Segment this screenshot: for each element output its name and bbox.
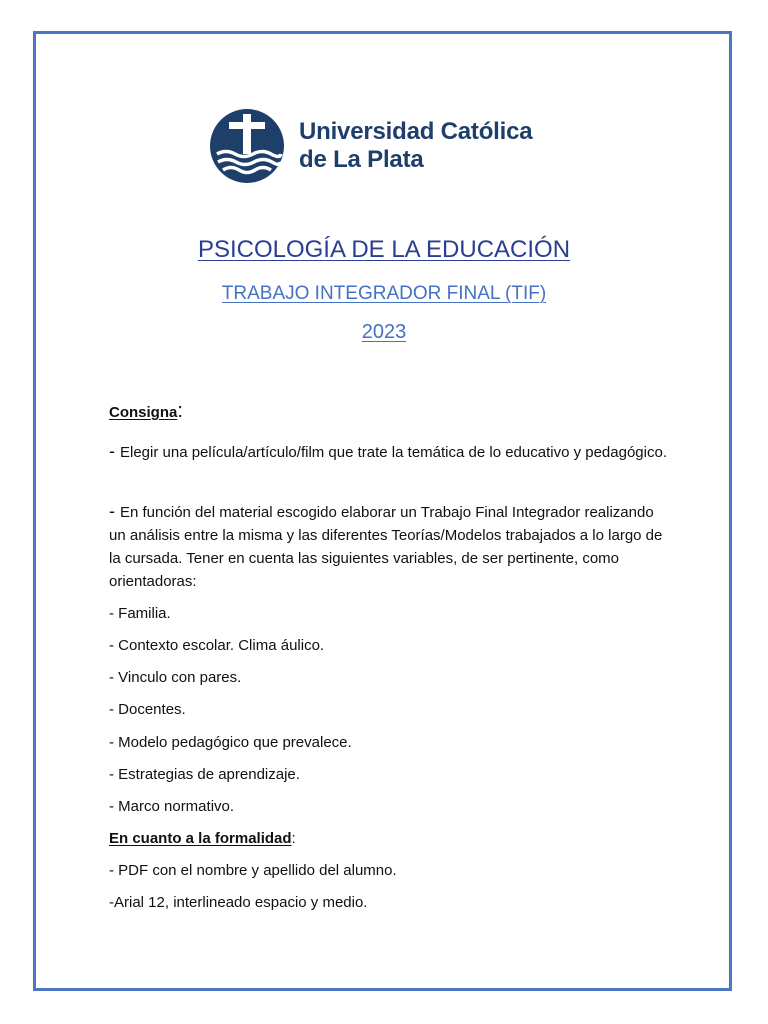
consigna-item-2-text: En función del material escogido elaborar un Trabajo Final Integrador realizando un análisis entre la misma y las diferentes Teorías/Modelos trabajados a lo largo de la cursada. Tener en cuenta las siguientes variables, de ser pertinente, como orientadoras: [109, 504, 663, 590]
variable-item: - Modelo pedagógico que prevalece. [109, 734, 352, 751]
logo-wordmark [299, 118, 532, 174]
consigna-heading-line [109, 400, 669, 424]
variable-item: - Contexto escolar. Clima áulico. [109, 637, 325, 654]
course-title: PSICOLOGÍA DE LA EDUCACIÓN [197, 236, 571, 263]
consigna-colon: : [177, 400, 183, 422]
consigna-item-1-text: Elegir una película/artículo/film que trate la temática de lo educativo y pedagógico. [120, 444, 667, 461]
variable-item: - Familia. [109, 605, 171, 622]
formalidad-heading: En cuanto a la formalidad [109, 830, 292, 847]
consigna-item-1: - Elegir una película/artículo/film que trate la temática de lo educativo y pedagógico. [109, 441, 667, 461]
consigna-item-2: - En función del material escogido elaborar un Trabajo Final Integrador realizando un análisis entre la misma y las diferentes Teorías/Modelos trabajados a lo largo de la cursada. Tener en cuenta las siguientes variables, de ser pertinente, como orientadoras: [109, 501, 663, 590]
variable-item: - Vinculo con pares. [109, 669, 242, 686]
variable-item: - Marco normativo. [109, 798, 235, 815]
formalidad-item: -Arial 12, interlineado espacio y medio. [109, 894, 368, 911]
consigna-heading: Consigna [109, 404, 178, 421]
logo-line-1: Universidad Católica [299, 118, 533, 145]
cross-waves-emblem-icon [209, 108, 285, 184]
logo-line-2: de La Plata [299, 146, 424, 173]
variable-item: - Docentes. [109, 701, 186, 718]
year-label: 2023 [361, 321, 407, 343]
formalidad-colon: : [291, 830, 296, 847]
formalidad-heading-line [109, 827, 669, 850]
assignment-title: TRABAJO INTEGRADOR FINAL (TIF) [221, 283, 547, 304]
university-logo [209, 108, 532, 184]
variable-item: - Estrategias de aprendizaje. [109, 766, 300, 783]
formalidad-item: - PDF con el nombre y apellido del alumno. [109, 862, 397, 879]
